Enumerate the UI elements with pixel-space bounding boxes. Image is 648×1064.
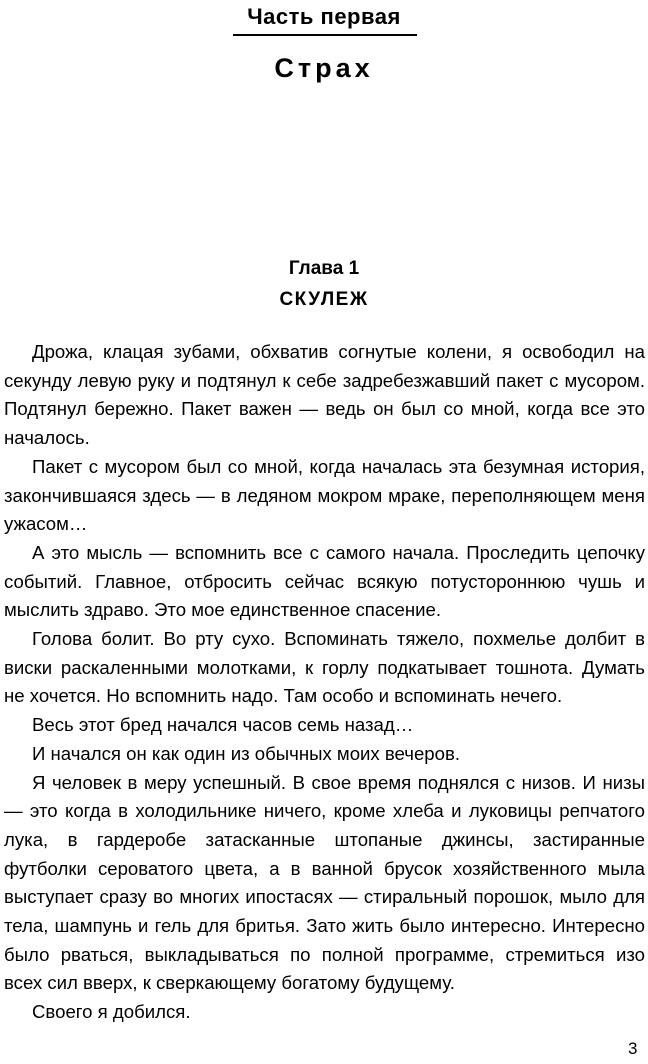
paragraph: А это мысль — вспомнить все с самого начала. Проследить цепочку событий. Главное, отбросить сейчас всякую потустороннюю чушь и мыслить здраво. Это мое единственное спасение. bbox=[4, 541, 645, 621]
chapter-body bbox=[4, 338, 645, 1027]
paragraph: Голова болит. Во рту сухо. Вспоминать тяжело, похмелье долбит в виски раскаленными молотками, к горлу подкатывает тошнота. Думать не хочется. Но вспомнить надо. Там особо и вспоминать нечего. bbox=[4, 628, 645, 707]
paragraph: Я человек в меру успешный. В свое время поднялся с низов. И низы — это когда в холодильнике ничего, кроме хлеба и луковицы репчатого лука, в гардеробе затасканные штопаные джинсы, застиранные футболки сероватого цвета, а в ванной брусок хозяйственного мыла выступает сразу во многих ипостасях — стиральный порошок, мыло для тела, шампунь и гель для бритья. Зато жить было интересно. Интересно было рваться, выкладываться по полной программе, стремиться изо всех сил вверх, к сверкающему богатому будущему. bbox=[4, 771, 645, 994]
chapter-title: СКУЛЕЖ bbox=[279, 289, 369, 310]
paragraph: Пакет с мусором был со мной, когда началась эта безумная история, закончившаяся здесь — в ледяном мокром мраке, переполняющем меня ужасом… bbox=[4, 455, 645, 535]
part-subtitle: Страх bbox=[274, 53, 374, 83]
paragraph: Своего я добился. bbox=[32, 1001, 191, 1023]
paragraph: Дрожа, клацая зубами, обхватив согнутые колени, я освободил на секунду левую руку и подтянул к себе задребезжавший пакет с мусором. Подтянул бережно. Пакет важен — ведь он был со мной, когда все это началось. bbox=[4, 341, 645, 449]
paragraph: Весь этот бред начался часов семь назад… bbox=[32, 714, 414, 736]
paragraph: И начался он как один из обычных моих вечеров. bbox=[32, 742, 461, 764]
part-title: Часть первая bbox=[247, 4, 401, 29]
part-title-underline bbox=[233, 34, 417, 36]
page-number: 3 bbox=[628, 1039, 638, 1058]
chapter-number: Глава 1 bbox=[288, 258, 360, 279]
